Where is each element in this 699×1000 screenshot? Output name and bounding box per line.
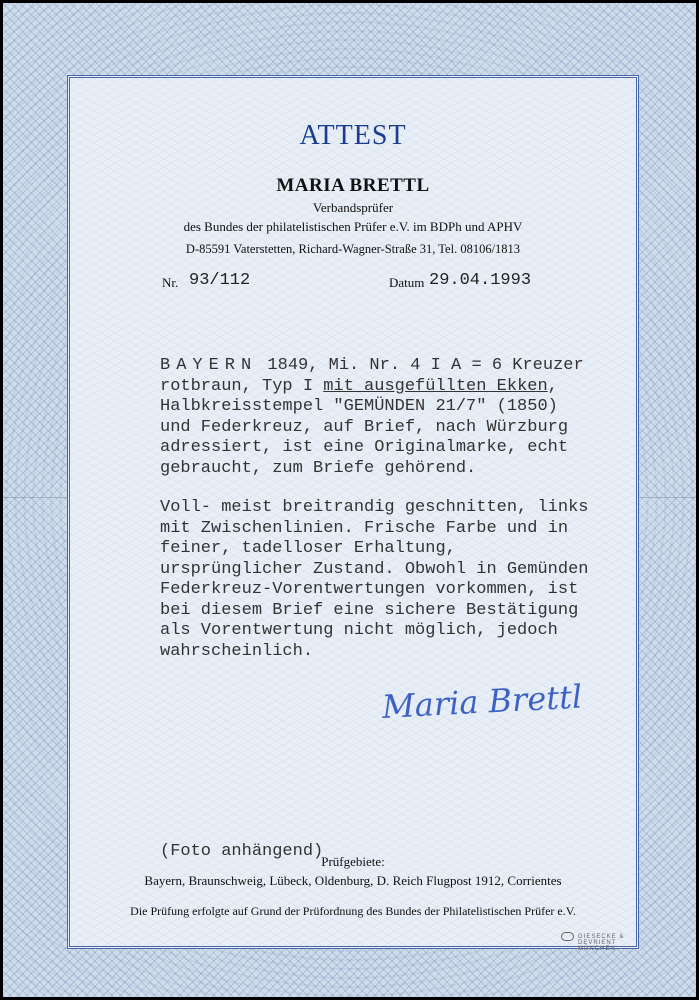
address-line: D-85591 Vaterstetten, Richard-Wagner-Straße 31, Tel. 08106/1813 — [185, 242, 521, 256]
handwritten-signature: Maria Brettl — [381, 677, 584, 726]
description-paragraph-2: Voll- meist breitrandig geschnitten, links mit Zwischenlinien. Frische Farbe und in feiner, tadelloser Erhaltung, ursprünglicher Zustand. Obwohl in Gemünden Federkreuz-Vorentwertungen vorkommen, ist bei diesem Brief eine sichere Bestätigung als Vorentwertung nicht möglich, jedoch wahrscheinlich. — [160, 498, 589, 661]
pruefgebiete-title: Prüfgebiete: — [321, 854, 385, 869]
certificate-date: 29.04.1993 — [429, 271, 532, 290]
date-label: Datum — [389, 275, 425, 290]
examiner-role: Verbandsprüfer — [312, 200, 394, 215]
certificate-number: 93/112 — [189, 271, 251, 290]
underlined-text: mit ausgefüllten Ekken — [323, 376, 548, 396]
certificate-title: ATTEST — [299, 120, 407, 151]
printer-logo-icon — [561, 932, 574, 941]
pruefgebiete-list: Bayern, Braunschweig, Lübeck, Oldenburg, D. Reich Flugpost 1912, Corrientes — [144, 873, 562, 888]
description-paragraph-1 — [160, 356, 590, 479]
examiner-name: MARIA BRETTL — [276, 175, 430, 196]
association-line: des Bundes der philatelistischen Prüfer e.V. im BDPh und APHV — [183, 219, 523, 234]
certificate-page — [3, 3, 696, 997]
country-name: BAYERN — [160, 356, 258, 375]
description-text: 1849, Mi. Nr. 4 I A = 6 Kreuzer rotbraun, Typ I — [160, 356, 584, 396]
guilloche-frame — [67, 75, 639, 952]
description-text-cont: , Halbkreisstempel "GEMÜNDEN 21/7" (1850) und Federkreuz, auf Brief, nach Würzburg adressiert, ist eine Originalmarke, echt gebraucht, zum Briefe gehörend. — [160, 376, 569, 478]
printer-mark: GIESECKE & DEVRIENT MÜNCHEN — [578, 934, 625, 952]
certificate-number-label: Nr. — [162, 275, 179, 290]
footer-note: Die Prüfung erfolgte auf Grund der Prüfordnung des Bundes der Philatelistischen Prüfer e.V. — [130, 904, 576, 918]
photo-note: (Foto anhängend) — [160, 842, 324, 861]
